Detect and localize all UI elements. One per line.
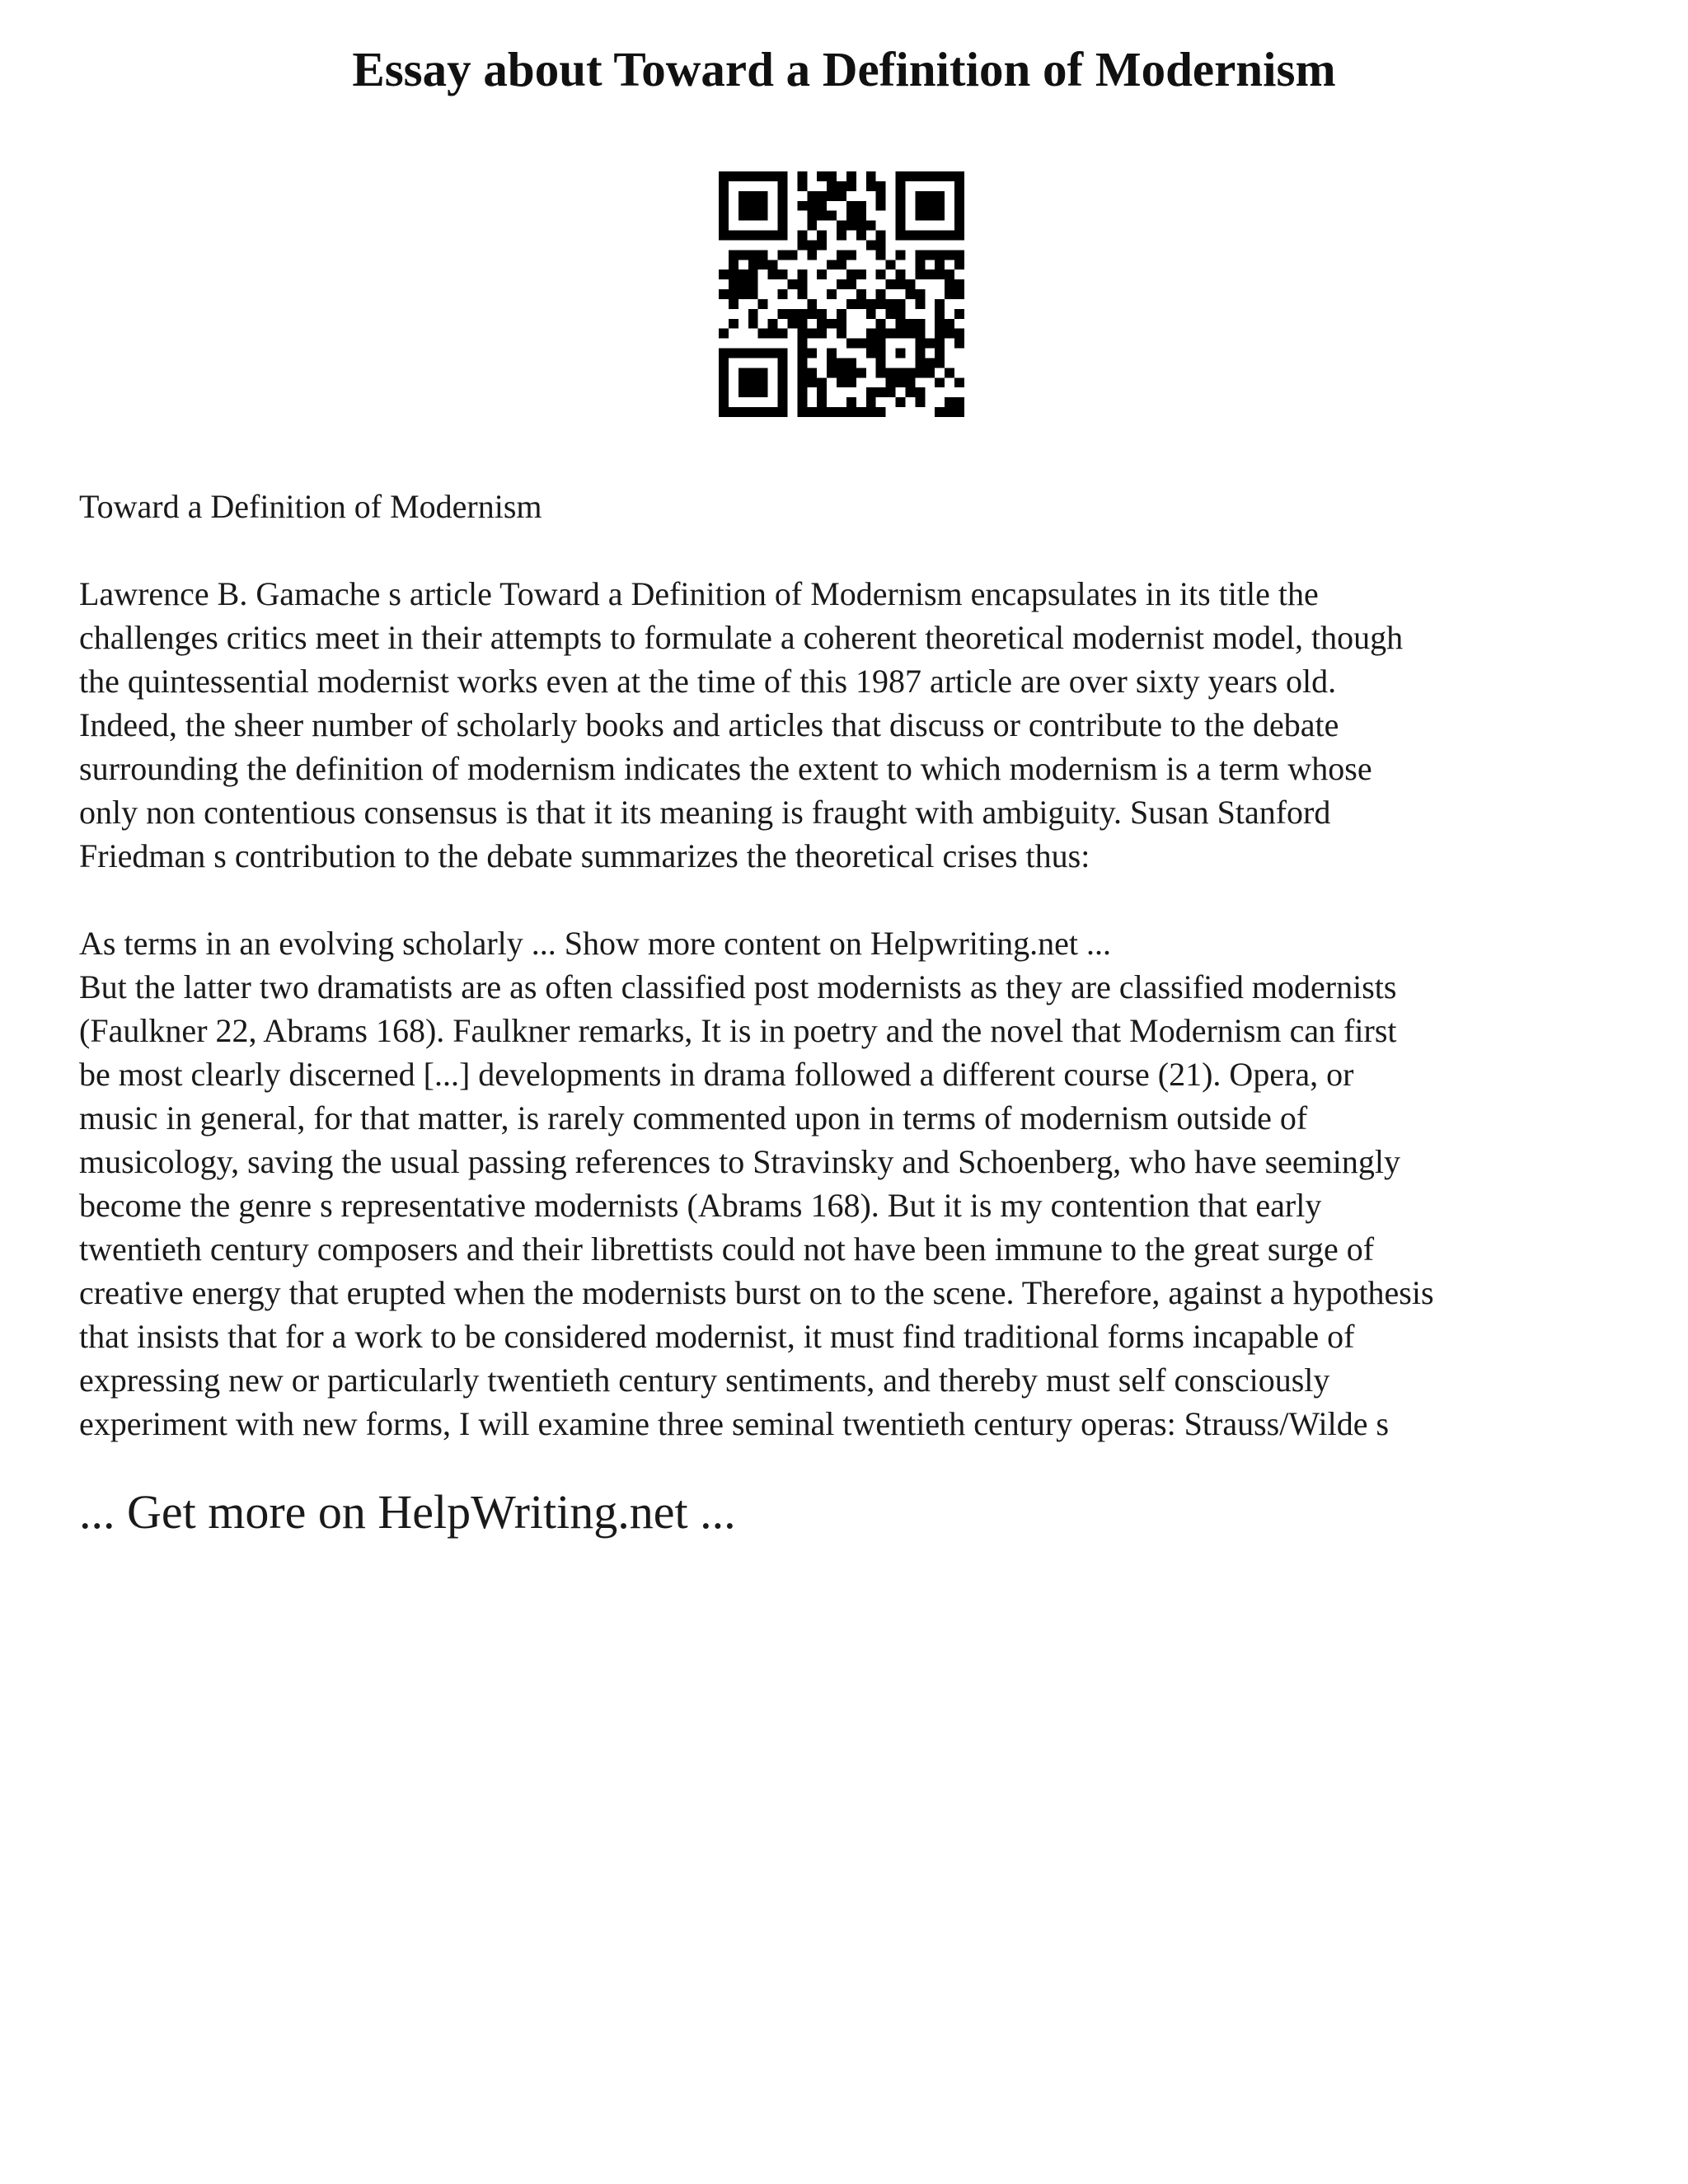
text-line: expressing new or particularly twentieth century sentiments, and thereby must self consciously	[79, 1361, 1330, 1399]
show-more-line[interactable]: As terms in an evolving scholarly ... Show more content on Helpwriting.net ...	[79, 925, 1112, 962]
text-line: the quintessential modernist works even at the time of this 1987 article are over sixty years old.	[79, 663, 1337, 700]
text-line: Friedman s contribution to the debate summarizes the theoretical crises thus:	[79, 837, 1090, 874]
text-line: But the latter two dramatists are as often classified post modernists as they are classified modernists	[79, 968, 1397, 1005]
paragraph-excerpt	[79, 921, 1629, 1446]
qr-code-graphic	[719, 171, 964, 417]
text-line: challenges critics meet in their attempts to formulate a coherent theoretical modernist model, though	[79, 619, 1404, 656]
text-line: experiment with new forms, I will examine three seminal twentieth century operas: Strauss/Wilde s	[79, 1405, 1390, 1442]
text-line: surrounding the definition of modernism indicates the extent to which modernism is a term whose	[79, 750, 1372, 787]
text-line: that insists that for a work to be considered modernist, it must find traditional forms incapable of	[79, 1318, 1355, 1355]
qr-code-icon	[719, 171, 964, 417]
text-line: twentieth century composers and their librettists could not have been immune to the great surge of	[79, 1230, 1375, 1268]
text-line: become the genre s representative modernists (Abrams 168). But it is my contention that early	[79, 1187, 1322, 1224]
subtitle-line: Toward a Definition of Modernism	[79, 488, 542, 525]
text-line: only non contentious consensus is that it its meaning is fraught with ambiguity. Susan Stanford	[79, 794, 1331, 831]
paragraph-intro	[79, 572, 1629, 878]
page-title: Essay about Toward a Definition of Modernism	[352, 42, 1336, 96]
text-line: Lawrence B. Gamache s article Toward a Definition of Modernism encapsulates in its title the	[79, 575, 1319, 612]
text-line: be most clearly discerned [...] developments in drama followed a different course (21). Opera, or	[79, 1056, 1354, 1093]
get-more-link[interactable]: ... Get more on HelpWriting.net ...	[79, 1485, 736, 1539]
text-line: music in general, for that matter, is rarely commented upon in terms of modernism outside of	[79, 1099, 1308, 1137]
text-line: Indeed, the sheer number of scholarly books and articles that discuss or contribute to the debate	[79, 706, 1339, 743]
text-line: creative energy that erupted when the modernists burst on to the scene. Therefore, against a hypothesis	[79, 1274, 1434, 1311]
text-line: musicology, saving the usual passing references to Stravinsky and Schoenberg, who have seemingly	[79, 1143, 1400, 1180]
article-subtitle	[79, 485, 1629, 528]
text-line: (Faulkner 22, Abrams 168). Faulkner remarks, It is in poetry and the novel that Modernism can first	[79, 1012, 1397, 1049]
